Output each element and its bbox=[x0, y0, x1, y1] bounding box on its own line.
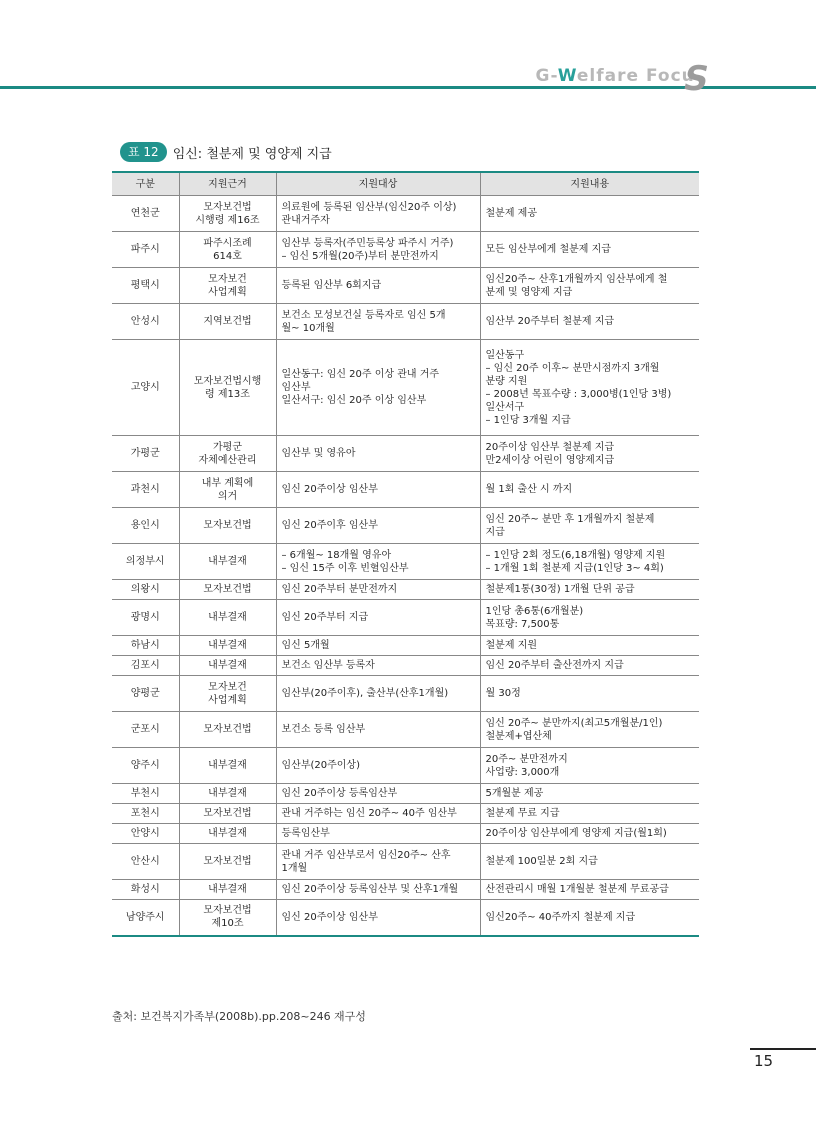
cell-basis: 지역보건법 bbox=[179, 304, 276, 340]
table-row bbox=[112, 580, 699, 600]
cell-target: 임신 20주이상 등록임산부 및 산후1개월 bbox=[276, 880, 480, 900]
support-table bbox=[112, 171, 699, 937]
brand-logo-s: S bbox=[679, 59, 713, 99]
cell-content: 임신 20주부터 출산전까지 지급 bbox=[480, 656, 699, 676]
cell-region: 김포시 bbox=[112, 656, 179, 676]
cell-basis: 모자보건법 bbox=[179, 844, 276, 880]
page-number-rule bbox=[750, 1048, 816, 1050]
cell-basis: 내부결재 bbox=[179, 824, 276, 844]
cell-region: 평택시 bbox=[112, 268, 179, 304]
cell-target: 임신 20주이후 임산부 bbox=[276, 508, 480, 544]
cell-content: 5개월분 제공 bbox=[480, 784, 699, 804]
cell-basis: 내부결재 bbox=[179, 880, 276, 900]
cell-region: 화성시 bbox=[112, 880, 179, 900]
table-row bbox=[112, 824, 699, 844]
cell-content: 철분제1통(30정) 1개월 단위 공급 bbox=[480, 580, 699, 600]
cell-region: 가평군 bbox=[112, 436, 179, 472]
brand-logo: G-Welfare Focu bbox=[535, 66, 695, 86]
cell-basis: 내부결재 bbox=[179, 656, 276, 676]
cell-content: 철분제 100일분 2회 지급 bbox=[480, 844, 699, 880]
cell-region: 부천시 bbox=[112, 784, 179, 804]
cell-region: 연천군 bbox=[112, 196, 179, 232]
cell-target: 임신 5개월 bbox=[276, 636, 480, 656]
table-row bbox=[112, 268, 699, 304]
cell-content: 일산동구 – 임신 20주 이후~ 분만시점까지 3개월 분량 지원 – 2008년 목표수량 : 3,000병(1인당 3병) 일산서구 – 1인당 3개월 지급 bbox=[480, 340, 699, 436]
table-row bbox=[112, 232, 699, 268]
cell-region: 남양주시 bbox=[112, 900, 179, 936]
cell-content: 임신20주~ 40주까지 철분제 지급 bbox=[480, 900, 699, 936]
cell-region: 안성시 bbox=[112, 304, 179, 340]
cell-region: 안산시 bbox=[112, 844, 179, 880]
cell-region: 광명시 bbox=[112, 600, 179, 636]
cell-content: 20주이상 임산부에게 영양제 지급(월1회) bbox=[480, 824, 699, 844]
cell-content: 모든 임산부에게 철분제 지급 bbox=[480, 232, 699, 268]
cell-region: 양주시 bbox=[112, 748, 179, 784]
column-header-region: 구분 bbox=[112, 172, 179, 196]
cell-target: – 6개월~ 18개월 영유아 – 임신 15주 이후 빈혈임산부 bbox=[276, 544, 480, 580]
cell-basis: 모자보건법 제10조 bbox=[179, 900, 276, 936]
table-number-badge: 표 12 bbox=[120, 142, 167, 162]
cell-region: 의왕시 bbox=[112, 580, 179, 600]
cell-target: 임산부(20주이후), 출산부(산후1개월) bbox=[276, 676, 480, 712]
cell-target: 의료원에 등록된 임산부(임신20주 이상) 관내거주자 bbox=[276, 196, 480, 232]
cell-basis: 모자보건법 bbox=[179, 712, 276, 748]
table-row bbox=[112, 508, 699, 544]
cell-target: 임신 20주이상 등록임산부 bbox=[276, 784, 480, 804]
column-header-content: 지원내용 bbox=[480, 172, 699, 196]
table-row bbox=[112, 544, 699, 580]
cell-target: 보건소 등록 임산부 bbox=[276, 712, 480, 748]
table-row bbox=[112, 900, 699, 936]
cell-target: 일산동구: 임신 20주 이상 관내 거주 임산부 일산서구: 임신 20주 이상 임산부 bbox=[276, 340, 480, 436]
table-row bbox=[112, 784, 699, 804]
cell-basis: 내부결재 bbox=[179, 636, 276, 656]
cell-basis: 내부결재 bbox=[179, 748, 276, 784]
table-caption bbox=[120, 142, 332, 162]
cell-target: 임신 20주이상 임산부 bbox=[276, 900, 480, 936]
cell-region: 과천시 bbox=[112, 472, 179, 508]
cell-basis: 내부결재 bbox=[179, 600, 276, 636]
table-row bbox=[112, 340, 699, 436]
table-row bbox=[112, 304, 699, 340]
cell-region: 고양시 bbox=[112, 340, 179, 436]
table-row bbox=[112, 844, 699, 880]
cell-content: 월 1회 출산 시 까지 bbox=[480, 472, 699, 508]
cell-basis: 파주시조례 614호 bbox=[179, 232, 276, 268]
cell-target: 임신 20주부터 분만전까지 bbox=[276, 580, 480, 600]
cell-content: 20주이상 임산부 철분제 지급 만2세이상 어린이 영양제지급 bbox=[480, 436, 699, 472]
cell-target: 관내 거주하는 임신 20주~ 40주 임산부 bbox=[276, 804, 480, 824]
table-row bbox=[112, 472, 699, 508]
cell-region: 포천시 bbox=[112, 804, 179, 824]
cell-region: 의정부시 bbox=[112, 544, 179, 580]
table-title: 임신: 철분제 및 영양제 지급 bbox=[172, 146, 332, 162]
cell-target: 등록된 임산부 6회지급 bbox=[276, 268, 480, 304]
cell-region: 군포시 bbox=[112, 712, 179, 748]
page-number: 15 bbox=[754, 1052, 774, 1070]
cell-basis: 모자보건 사업계획 bbox=[179, 676, 276, 712]
cell-basis: 내부결재 bbox=[179, 784, 276, 804]
cell-target: 보건소 임산부 등록자 bbox=[276, 656, 480, 676]
cell-target: 임산부 등록자(주민등록상 파주시 거주) – 임신 5개월(20주)부터 분만전까지 bbox=[276, 232, 480, 268]
cell-content: 임신 20주~ 분만까지(최고5개월분/1인) 철분제+엽산체 bbox=[480, 712, 699, 748]
cell-basis: 모자보건법시행 령 제13조 bbox=[179, 340, 276, 436]
cell-content: 산전관리시 매월 1개월분 철분제 무료공급 bbox=[480, 880, 699, 900]
cell-basis: 모자보건법 시행령 제16조 bbox=[179, 196, 276, 232]
table-row bbox=[112, 196, 699, 232]
cell-content: 임신20주~ 산후1개월까지 임산부에게 철 분제 및 영양제 지급 bbox=[480, 268, 699, 304]
cell-content: 월 30정 bbox=[480, 676, 699, 712]
column-header-basis: 지원근거 bbox=[179, 172, 276, 196]
cell-target: 임산부 및 영유아 bbox=[276, 436, 480, 472]
cell-basis: 모자보건 사업계획 bbox=[179, 268, 276, 304]
cell-region: 파주시 bbox=[112, 232, 179, 268]
table-row bbox=[112, 656, 699, 676]
cell-target: 등록임산부 bbox=[276, 824, 480, 844]
table-row bbox=[112, 436, 699, 472]
cell-content: 철분제 무료 지급 bbox=[480, 804, 699, 824]
table-row bbox=[112, 748, 699, 784]
cell-basis: 내부 계획에 의거 bbox=[179, 472, 276, 508]
table-row bbox=[112, 636, 699, 656]
cell-target: 보건소 모성보건실 등록자로 임신 5개 월~ 10개월 bbox=[276, 304, 480, 340]
cell-content: 임신 20주~ 분만 후 1개월까지 철분제 지급 bbox=[480, 508, 699, 544]
cell-basis: 가평군 자체예산관리 bbox=[179, 436, 276, 472]
table-row bbox=[112, 712, 699, 748]
cell-target: 관내 거주 임산부로서 임신20주~ 산후 1개월 bbox=[276, 844, 480, 880]
table-row bbox=[112, 600, 699, 636]
cell-content: 1인당 총6통(6개월분) 목표량: 7,500통 bbox=[480, 600, 699, 636]
table-row bbox=[112, 804, 699, 824]
cell-target: 임산부(20주이상) bbox=[276, 748, 480, 784]
cell-basis: 내부결재 bbox=[179, 544, 276, 580]
cell-basis: 모자보건법 bbox=[179, 804, 276, 824]
cell-region: 하남시 bbox=[112, 636, 179, 656]
cell-content: 철분제 지원 bbox=[480, 636, 699, 656]
cell-content: – 1인당 2회 정도(6,18개월) 영양제 지원 – 1개월 1회 철분제 지급(1인당 3~ 4회) bbox=[480, 544, 699, 580]
table-row bbox=[112, 880, 699, 900]
table-row bbox=[112, 676, 699, 712]
cell-region: 안양시 bbox=[112, 824, 179, 844]
source-note: 출처: 보건복지가족부(2008b).pp.208~246 재구성 bbox=[112, 1010, 366, 1023]
cell-target: 임신 20주부터 지급 bbox=[276, 600, 480, 636]
cell-region: 양평군 bbox=[112, 676, 179, 712]
cell-basis: 모자보건법 bbox=[179, 508, 276, 544]
column-header-target: 지원대상 bbox=[276, 172, 480, 196]
cell-content: 20주~ 분만전까지 사업량: 3,000개 bbox=[480, 748, 699, 784]
cell-region: 용인시 bbox=[112, 508, 179, 544]
cell-target: 임신 20주이상 임산부 bbox=[276, 472, 480, 508]
cell-content: 임산부 20주부터 철분제 지급 bbox=[480, 304, 699, 340]
cell-content: 철분제 제공 bbox=[480, 196, 699, 232]
cell-basis: 모자보건법 bbox=[179, 580, 276, 600]
table-header-row bbox=[112, 172, 699, 196]
